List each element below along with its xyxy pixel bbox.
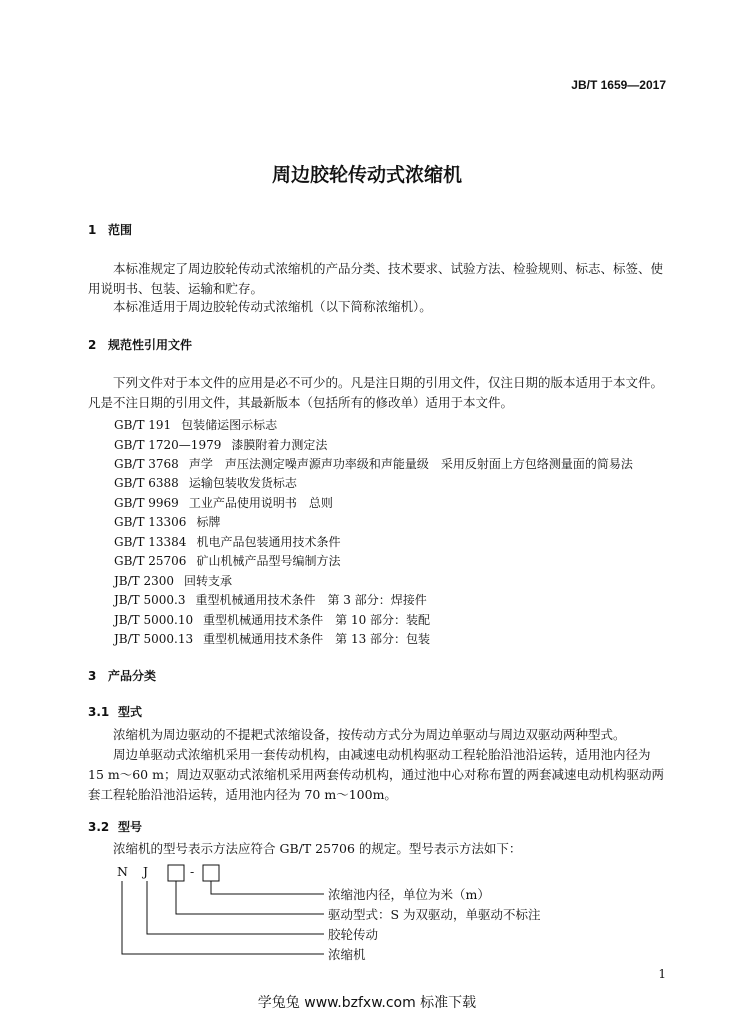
- reference-item: [114, 416, 277, 433]
- leader-line: [147, 881, 324, 934]
- section-title: 型号: [118, 820, 143, 834]
- reference-name: 漆膜附着力测定法: [231, 438, 328, 452]
- section-3-heading: [88, 667, 156, 684]
- reference-name: 回转支承: [184, 574, 233, 588]
- standard-code: JB/T 1659—2017: [571, 78, 666, 92]
- reference-name: 机电产品包装通用技术条件: [196, 535, 341, 549]
- reference-item: [114, 533, 340, 550]
- section-3-1-paragraph-2: 周边单驱动式浓缩机采用一套传动机构，由减速电动机构驱动工程轮胎沿池沿运转，适用池内径为 15 m～60 m；周边双驱动式浓缩机采用两套传动机构，通过池中心对称布置的两套减速电动机构驱动两套工程轮胎沿池沿运转，适用池内径为 70 m～100m。: [88, 747, 664, 802]
- section-3-1-paragraph-1: 浓缩机为周边驱动的不提耙式浓缩设备，按传动方式分为周边单驱动与周边双驱动两种型式。: [113, 727, 626, 742]
- watermark-footer: 学兔兔 www.bzfxw.com 标准下载: [257, 995, 477, 1011]
- leader-line: [211, 881, 324, 894]
- reference-item: [114, 455, 633, 472]
- label-thickener: 浓缩机: [328, 947, 366, 962]
- reference-item: [114, 611, 430, 628]
- section-1-paragraph-1: 本标准规定了周边胶轮传动式浓缩机的产品分类、技术要求、试验方法、检验规则、标志、标签、使用说明书、包装、运输和贮存。: [88, 261, 664, 296]
- reference-item: [114, 572, 232, 589]
- diagram-box: [168, 865, 184, 881]
- section-number: 3.1: [88, 705, 110, 719]
- section-title: 范围: [108, 223, 133, 237]
- reference-item: [114, 591, 427, 608]
- section-title: 型式: [118, 705, 143, 719]
- leader-line: [122, 881, 324, 954]
- reference-code: GB/T 13384: [114, 535, 187, 549]
- reference-item: [114, 513, 220, 530]
- section-number: 2: [88, 338, 97, 352]
- reference-code: GB/T 9969: [114, 496, 179, 510]
- section-2-heading: [88, 336, 192, 353]
- diagram-box: [203, 865, 219, 881]
- label-pool-diameter: 浓缩池内径，单位为米（m）: [328, 887, 490, 902]
- section-number: 1: [88, 223, 97, 237]
- section-2-paragraph-1: 下列文件对于本文件的应用是必不可少的。凡是注日期的引用文件，仅注日期的版本适用于本文件。凡是不注日期的引用文件，其最新版本（包括所有的修改单）适用于本文件。: [88, 375, 664, 410]
- section-3-2-heading: [88, 818, 142, 835]
- reference-name: 包装储运图示标志: [181, 418, 278, 432]
- reference-item: [114, 436, 327, 453]
- reference-item: [114, 552, 340, 569]
- reference-code: GB/T 6388: [114, 476, 179, 490]
- reference-name: 运输包装收发货标志: [188, 476, 297, 490]
- section-number: 3.2: [88, 820, 110, 834]
- reference-code: GB/T 13306: [114, 515, 187, 529]
- section-3-1-heading: [88, 703, 142, 720]
- reference-code: JB/T 2300: [114, 574, 175, 588]
- reference-code: JB/T 5000.3: [114, 593, 186, 607]
- reference-code: JB/T 5000.13: [114, 632, 194, 646]
- document-title: 周边胶轮传动式浓缩机: [271, 164, 462, 186]
- reference-code: GB/T 1720—1979: [114, 438, 222, 452]
- label-rubber-wheel: 胶轮传动: [328, 927, 379, 942]
- section-1-heading: [88, 221, 132, 238]
- page-number: 1: [658, 967, 666, 981]
- section-3-2-paragraph-1: 浓缩机的型号表示方法应符合 GB/T 25706 的规定。型号表示方法如下：: [113, 841, 522, 856]
- reference-code: GB/T 3768: [114, 457, 179, 471]
- reference-name: 重型机械通用技术条件 第 13 部分：包装: [203, 632, 431, 646]
- reference-name: 声学 声压法测定噪声源声功率级和声能量级 采用反射面上方包络测量面的简易法: [188, 457, 633, 471]
- model-dash: -: [190, 864, 195, 879]
- reference-code: GB/T 191: [114, 418, 172, 432]
- section-1-paragraph-2: 本标准适用于周边胶轮传动式浓缩机（以下简称浓缩机）。: [113, 299, 432, 314]
- model-letter-n: N: [117, 864, 128, 879]
- leader-line: [176, 881, 324, 914]
- reference-item: [114, 474, 297, 491]
- section-title: 产品分类: [108, 669, 157, 683]
- model-designation-diagram: [112, 862, 612, 966]
- reference-code: GB/T 25706: [114, 554, 187, 568]
- reference-name: 矿山机械产品型号编制方法: [196, 554, 341, 568]
- reference-item: [114, 630, 430, 647]
- model-letter-j: J: [143, 864, 149, 879]
- reference-name: 标牌: [196, 515, 221, 529]
- reference-name: 重型机械通用技术条件 第 3 部分：焊接件: [195, 593, 427, 607]
- section-number: 3: [88, 669, 97, 683]
- section-title: 规范性引用文件: [108, 338, 193, 352]
- reference-item: [114, 494, 333, 511]
- reference-code: JB/T 5000.10: [114, 613, 194, 627]
- label-drive-type: 驱动型式：S 为双驱动，单驱动不标注: [328, 907, 541, 922]
- reference-name: 重型机械通用技术条件 第 10 部分：装配: [203, 613, 431, 627]
- reference-name: 工业产品使用说明书 总则: [188, 496, 333, 510]
